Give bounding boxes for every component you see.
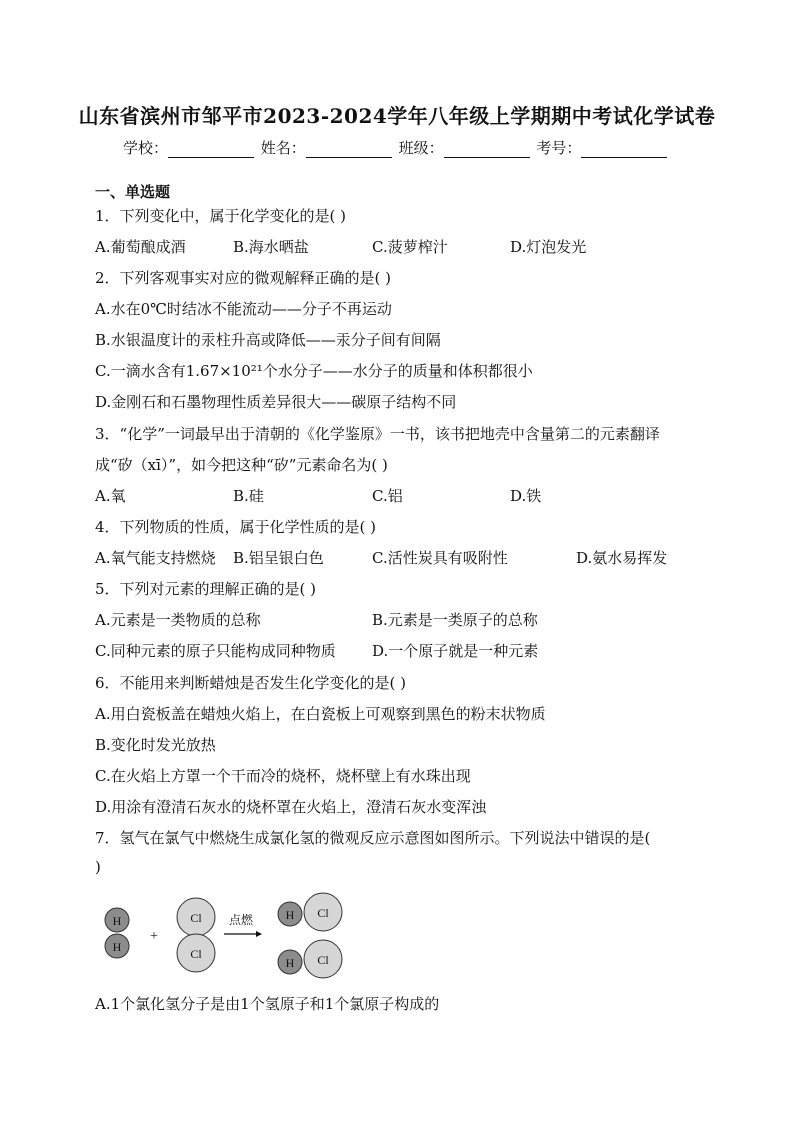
class-label: 班级：: [398, 139, 444, 157]
q3-option-b: B.硅: [233, 487, 264, 505]
number-blank: [581, 143, 667, 158]
q5-option-c: C.同种元素的原子只能构成同种物质: [95, 642, 336, 660]
q6-option-a: A.用白瓷板盖在蜡烛火焰上，在白瓷板上可观察到黑色的粉末状物质: [95, 705, 546, 723]
name-blank: [306, 143, 392, 158]
q5-option-b: B.元素是一类原子的总称: [372, 611, 538, 629]
question-3-stem-cont: 成“矽（xī）”，如今把这种“矽”元素命名为( ): [95, 456, 388, 474]
q7-option-a: A.1个氯化氢分子是由1个氢原子和1个氯原子构成的: [95, 995, 440, 1013]
hcl-molecule: [278, 893, 342, 931]
reaction-diagram: [95, 892, 365, 982]
plus-sign: +: [150, 929, 158, 944]
name-label: 姓名：: [260, 139, 306, 157]
school-blank: [168, 143, 254, 158]
question-4-stem: 4．下列物质的性质，属于化学性质的是( ): [95, 518, 377, 536]
q1-option-b: B.海水晒盐: [233, 238, 309, 256]
q4-option-b: B.铝呈银白色: [233, 549, 324, 567]
q2-option-c: C.一滴水含有1.67×10²¹个水分子——水分子的质量和体积都很小: [95, 362, 533, 380]
q6-option-d: D.用涂有澄清石灰水的烧杯罩在火焰上，澄清石灰水变浑浊: [95, 798, 487, 816]
question-7-stem: 7．氢气在氯气中燃烧生成氯化氢的微观反应示意图如图所示。下列说法中错误的是(: [95, 829, 651, 847]
question-3-stem: 3．“化学”一词最早出于清朝的《化学鉴原》一书，该书把地壳中含量第二的元素翻译: [95, 425, 660, 443]
number-label: 考号：: [536, 139, 582, 157]
page-title: 山东省滨州市邹平市2023-2024学年八年级上学期期中考试化学试卷: [78, 104, 716, 128]
q2-option-b: B.水银温度计的汞柱升高或降低——汞分子间有间隔: [95, 331, 441, 349]
q3-option-a: A.氧: [95, 487, 126, 505]
question-2-stem: 2．下列客观事实对应的微观解释正确的是( ): [95, 269, 392, 287]
arrow-head-icon: [256, 931, 262, 937]
question-1-stem: 1．下列变化中，属于化学变化的是( ): [95, 207, 347, 225]
h-atom-label: H: [112, 940, 122, 954]
q5-option-d: D.一个原子就是一种元素: [372, 642, 539, 660]
q3-option-d: D.铁: [510, 487, 542, 505]
q1-option-c: C.菠萝榨汁: [372, 238, 448, 256]
school-label: 学校：: [123, 139, 169, 157]
reaction-condition: 点燃: [228, 913, 254, 927]
q6-option-c: C.在火焰上方罩一个干而冷的烧杯，烧杯壁上有水珠出现: [95, 767, 471, 785]
chlorine-molecule: [177, 898, 215, 972]
q1-option-d: D.灯泡发光: [510, 238, 587, 256]
question-5-stem: 5．下列对元素的理解正确的是( ): [95, 580, 317, 598]
q4-option-d: D.氨水易挥发: [576, 549, 668, 567]
question-7-stem-cont: ): [95, 858, 101, 876]
question-6-stem: 6．不能用来判断蜡烛是否发生化学变化的是( ): [95, 674, 407, 692]
h-atom-label: H: [112, 914, 122, 928]
q6-option-b: B.变化时发光放热: [95, 736, 216, 754]
hcl-molecule: [278, 940, 342, 978]
section-heading: 一、单选题: [95, 183, 171, 201]
q5-option-a: A.元素是一类物质的总称: [95, 611, 261, 629]
q3-option-c: C.铝: [372, 487, 403, 505]
q2-option-a: A.水在0℃时结冰不能流动——分子不再运动: [95, 300, 392, 318]
h-atom-label: H: [285, 908, 295, 922]
q4-option-a: A.氧气能支持燃烧: [95, 549, 216, 567]
q4-option-c: C.活性炭具有吸附性: [372, 549, 508, 567]
cl-atom-label: Cl: [317, 906, 329, 920]
class-blank: [444, 143, 530, 158]
q1-option-a: A.葡萄酿成酒: [95, 238, 186, 256]
q2-option-d: D.金刚石和石墨物理性质差异很大——碳原子结构不同: [95, 393, 457, 411]
cl-atom-label: Cl: [190, 911, 202, 925]
hydrogen-molecule: [105, 908, 129, 958]
cl-atom-label: Cl: [317, 953, 329, 967]
h-atom-label: H: [285, 956, 295, 970]
student-info-row: [123, 137, 669, 158]
cl-atom-label: Cl: [190, 947, 202, 961]
